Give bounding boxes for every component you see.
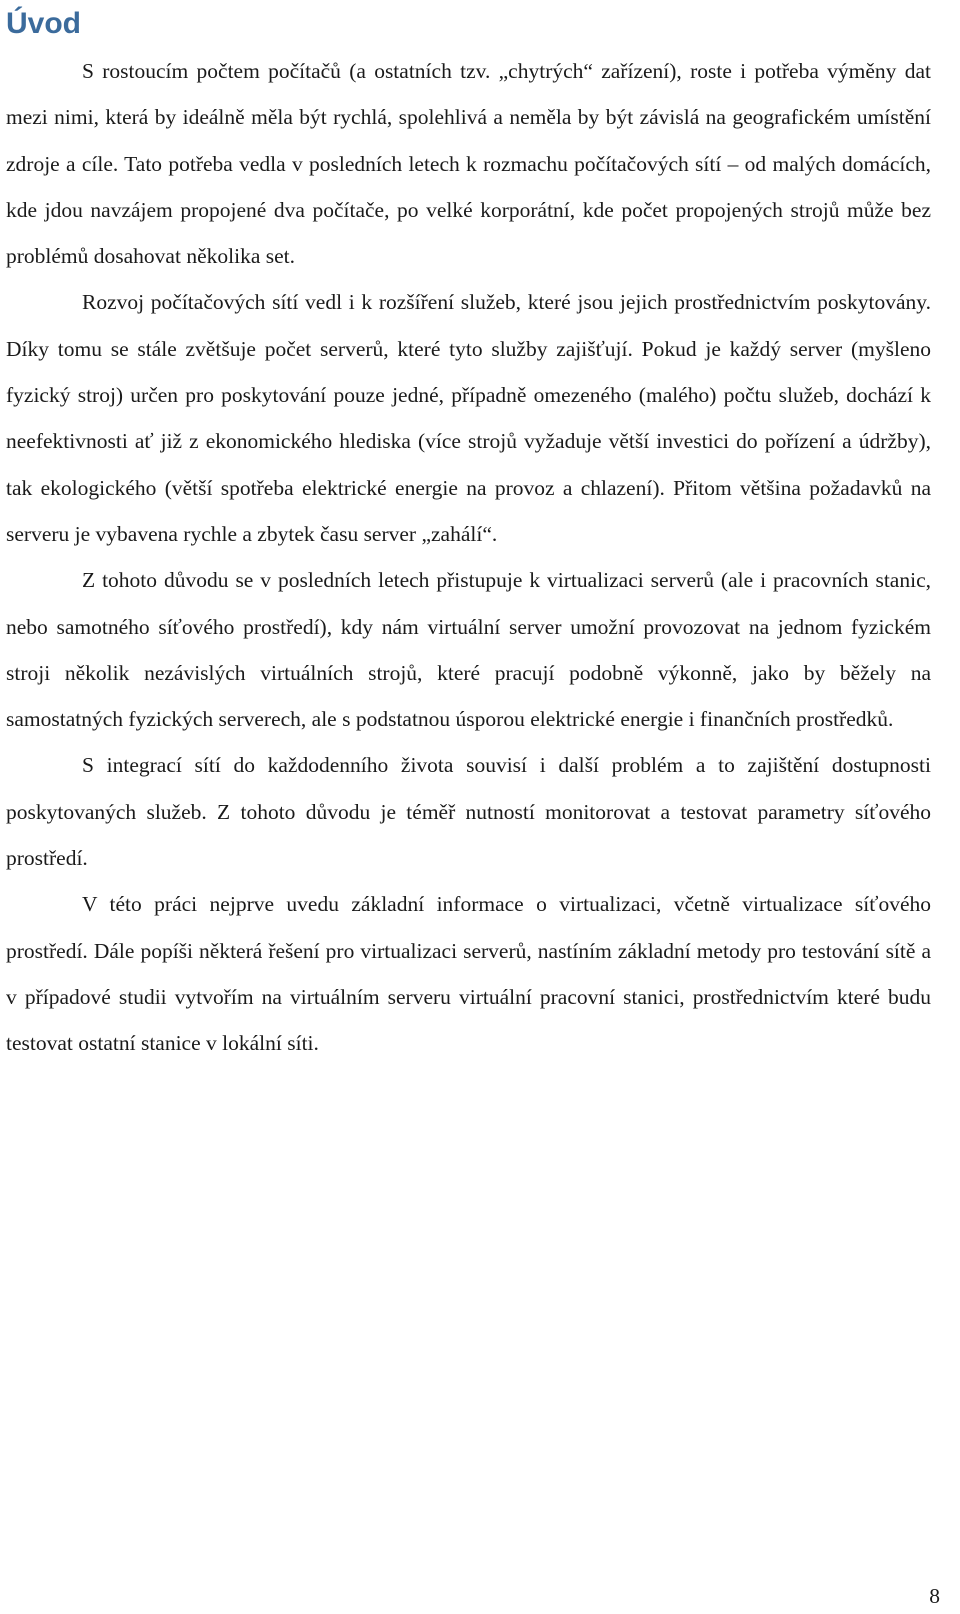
body-text	[6, 48, 931, 1067]
paragraph-3: Z tohoto důvodu se v posledních letech přistupuje k virtualizaci serverů (ale i pracovních stanic, nebo samotného síťového prostředí), kdy nám virtuální server umožní provozovat na jednom fyzickém stroji několik nezávislých virtuálních strojů, které pracují podobně výkonně, jako by běžely na samostatných fyzických serverech, ale s podstatnou úsporou elektrické energie i finančních prostředků.	[6, 568, 931, 732]
paragraph-2: Rozvoj počítačových sítí vedl i k rozšíření služeb, které jsou jejich prostřednictvím poskytovány. Díky tomu se stále zvětšuje počet serverů, které tyto služby zajišťují. Pokud je každý server (myšleno fyzický stroj) určen pro poskytování pouze jedné, případně omezeného (malého) počtu služeb, dochází k neefektivnosti ať již z ekonomického hlediska (více strojů vyžaduje větší investici do pořízení a údržby), tak ekologického (větší spotřeba elektrické energie na provoz a chlazení). Přitom většina požadavků na serveru je vybavena rychle a zbytek času server „zahálí“.	[6, 290, 931, 546]
page-number: 8	[929, 1584, 940, 1608]
section-heading: Úvod	[6, 7, 81, 40]
paragraph-1: S rostoucím počtem počítačů (a ostatních tzv. „chytrých“ zařízení), roste i potřeba výměny dat mezi nimi, která by ideálně měla být rychlá, spolehlivá a neměla by být závislá na geografickém umístění zdroje a cíle. Tato potřeba vedla v posledních letech k rozmachu počítačových sítí – od malých domácích, kde jdou navzájem propojené dva počítače, po velké korporátní, kde počet propojených strojů může bez problémů dosahovat několika set.	[6, 59, 931, 269]
paragraph-4: S integrací sítí do každodenního života souvisí i další problém a to zajištění dostupnosti poskytovaných služeb. Z tohoto důvodu je téměř nutností monitorovat a testovat parametry síťového prostředí.	[6, 753, 931, 871]
paragraph-5: V této práci nejprve uvedu základní informace o virtualizaci, včetně virtualizace síťového prostředí. Dále popíši některá řešení pro virtualizaci serverů, nastíním základní metody pro testování sítě a v případové studii vytvořím na virtuálním serveru virtuální pracovní stanici, prostřednictvím které budu testovat ostatní stanice v lokální síti.	[6, 892, 931, 1056]
